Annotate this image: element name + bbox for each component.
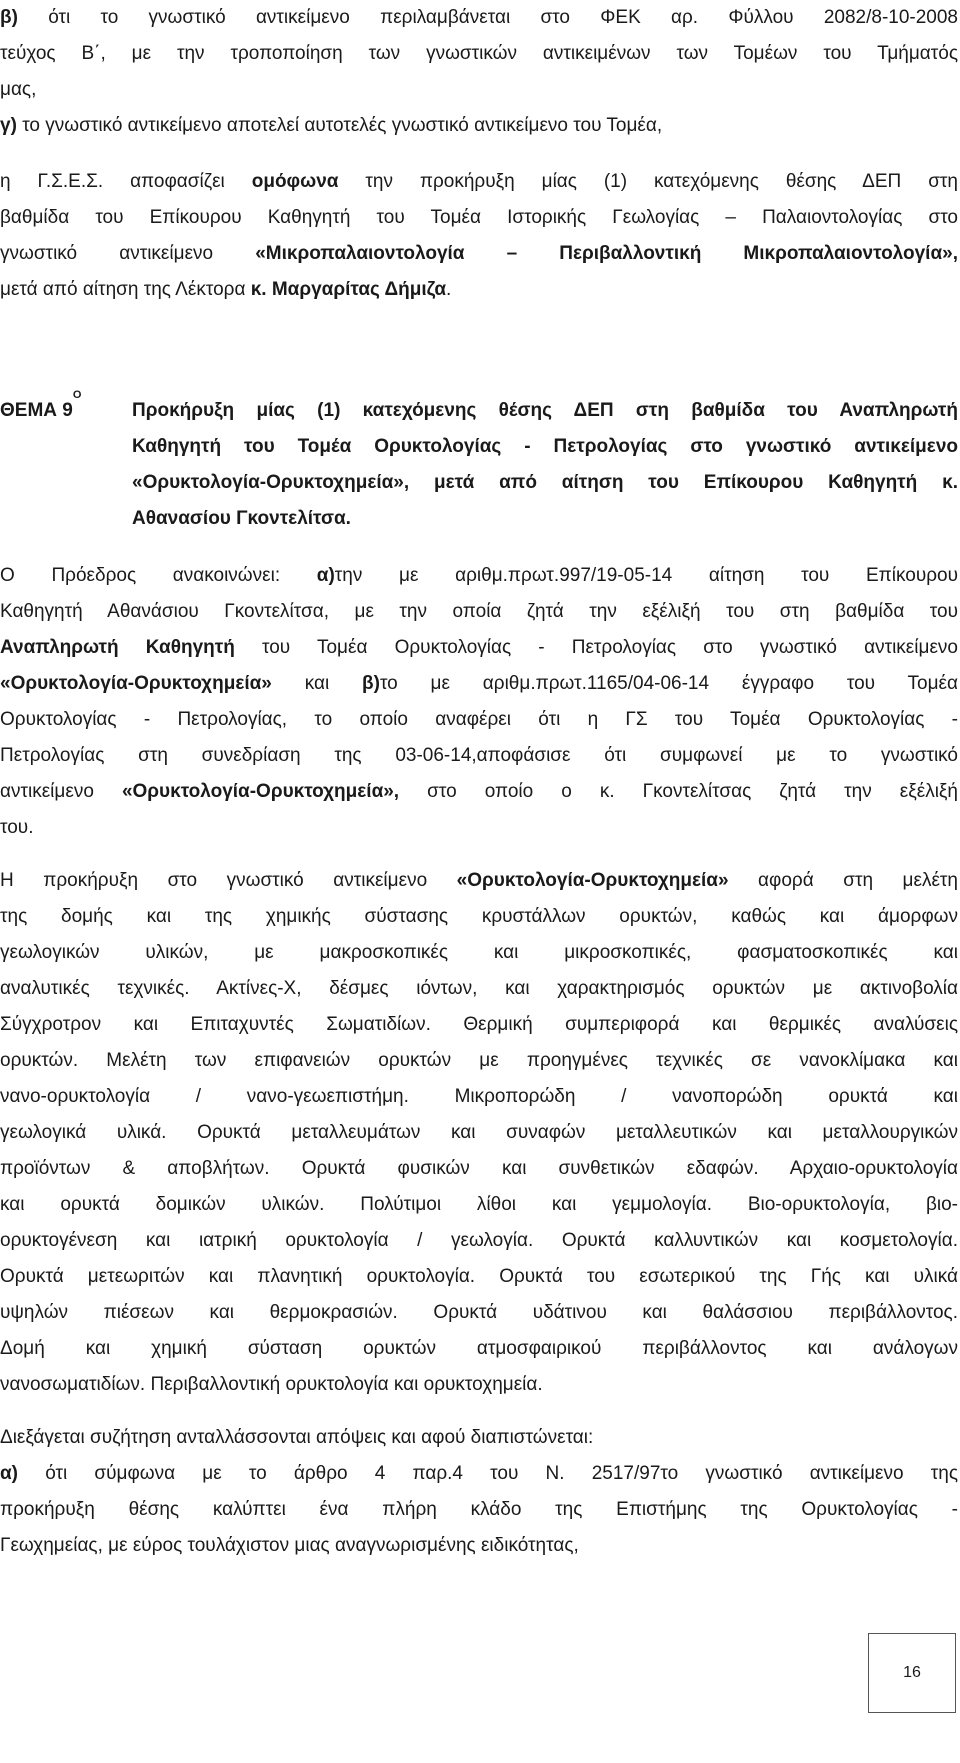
paragraph-line: γεωλογικά υλικά. Ορυκτά μεταλλευμάτων και συναφών μεταλλευτικών και μεταλλουργικών — [0, 1122, 958, 1143]
paragraph-line: του. — [0, 817, 34, 838]
paragraph-line: Ορυκτά μετεωριτών και πλανητική ορυκτολογία. Ορυκτά του εσωτερικού της Γής και υλικά — [0, 1266, 958, 1287]
paragraph-line: νανοσωματιδίων. Περιβαλλοντική ορυκτολογία και ορυκτοχημεία. — [0, 1374, 543, 1395]
paragraph-line: Πετρολογίας στη συνεδρίαση της 03-06-14,αποφάσισε ότι συμφωνεί με το γνωστικό — [0, 745, 958, 766]
paragraph-line: της δομής και της χημικής σύστασης κρυστάλλων ορυκτών, καθώς και άμορφων — [0, 906, 958, 927]
paragraph-line: προκήρυξη θέσης καλύπτει ένα πλήρη κλάδο της Επιστήμης της Ορυκτολογίας - — [0, 1499, 958, 1520]
announcement-paragraph — [0, 558, 958, 846]
paragraph-line: Αναπληρωτή Καθηγητή του Τομέα Ορυκτολογίας - Πετρολογίας στο γνωστικό αντικείμενο — [0, 637, 958, 658]
item-marker: γ) — [0, 115, 17, 136]
paragraph-line: Καθηγητή Αθανάσιου Γκοντελίτσα, με την οποία ζητά την εξέλιξή του στη βαθμίδα του — [0, 601, 958, 622]
paragraph-line: αντικείμενο «Ορυκτολογία-Ορυκτοχημεία», στο οποίο ο κ. Γκοντελίτσας ζητά την εξέλιξή — [0, 781, 958, 802]
paragraph-line: Ορυκτολογίας - Πετρολογίας, το οποίο αναφέρει ότι η ΓΣ του Τομέα Ορυκτολογίας - — [0, 709, 958, 730]
paragraph-line: Διεξάγεται συζήτηση ανταλλάσσονται απόψεις και αφού διαπιστώνεται: — [0, 1427, 594, 1448]
intro-line: β) ότι το γνωστικό αντικείμενο περιλαμβάνεται στο ΦΕΚ αρ. Φύλλου 2082/8-10-2008 — [0, 7, 958, 28]
theme-label: ΘΕΜΑ $9^O$ — [0, 389, 82, 421]
paragraph-line: προϊόντων & αποβλήτων. Ορυκτά φυσικών και συνθετικών εδαφών. Αρχαιο-ορυκτολογία — [0, 1158, 958, 1179]
page-number-box — [868, 1633, 956, 1713]
paragraph-line: και ορυκτά δομικών υλικών. Πολύτιμοι λίθοι και γεμμολογία. Βιο-ορυκτολογία, βιο- — [0, 1194, 958, 1215]
page-number: 16 — [903, 1664, 921, 1681]
paragraph-line: αναλυτικές τεχνικές. Ακτίνες-Χ, δέσμες ιόντων, και χαρακτηρισμός ορυκτών με ακτινοβολία — [0, 978, 958, 999]
paragraph-line: Γεωχημείας, με εύρος τουλάχιστον μιας αναγνωρισμένης ειδικότητας, — [0, 1535, 579, 1556]
paragraph-line: γνωστικό αντικείμενο «Μικροπαλαιοντολογία – Περιβαλλοντική Μικροπαλαιοντολογία», — [0, 243, 958, 264]
intro-line: μας, — [0, 79, 37, 100]
intro-line: τεύχος Β΄, με την τροποποίηση των γνωστικών αντικειμένων των Τομέων του Τμήματός — [0, 43, 958, 64]
decision-paragraph — [0, 164, 958, 308]
paragraph-line: γεωλογικών υλικών, με μακροσκοπικές και μικροσκοπικές, φασματοσκοπικές και — [0, 942, 958, 963]
paragraph-line: υψηλών πιέσεων και θερμοκρασιών. Ορυκτά υδάτινου και θαλάσσιου περιβάλλοντος. — [0, 1302, 958, 1323]
item-marker: β) — [0, 7, 18, 28]
theme-9-heading — [0, 389, 958, 543]
discussion-paragraph — [0, 1420, 958, 1564]
paragraph-line: Η προκήρυξη στο γνωστικό αντικείμενο «Ορυκτολογία-Ορυκτοχημεία» αφορά στη μελέτη — [0, 870, 958, 891]
theme-title: Προκήρυξη μίας (1) κατεχόμενης θέσης ΔΕΠ στη βαθμίδα του Αναπληρωτή Καθηγητή του Τομέα Ορυκτολογίας - Πετρολογίας στο γνωστικό αντικείμενο «Ορυκτολογία-Ορυκτοχημεία», μετά από αίτηση του Επίκουρου Καθηγητή κ. Αθανασίου Γκοντελίτσα. — [132, 400, 958, 529]
scope-paragraph — [0, 863, 958, 1403]
paragraph-line: ορυκτών. Μελέτη των επιφανειών ορυκτών με προηγμένες τεχνικές σε νανοκλίμακα και — [0, 1050, 958, 1071]
paragraph-line: ορυκτογένεση και ιατρική ορυκτολογία / γεωλογία. Ορυκτά καλλυντικών και κοσμετολογία. — [0, 1230, 958, 1251]
paragraph-line: α) ότι σύμφωνα με το άρθρο 4 παρ.4 του Ν. 2517/97το γνωστικό αντικείμενο της — [0, 1463, 958, 1484]
paragraph-line: μετά από αίτηση της Λέκτορα κ. Μαργαρίτας Δήμιζα. — [0, 279, 452, 300]
intro-items — [0, 0, 958, 144]
intro-line: γ) το γνωστικό αντικείμενο αποτελεί αυτοτελές γνωστικό αντικείμενο του Τομέα, — [0, 115, 663, 136]
paragraph-line: η Γ.Σ.Ε.Σ. αποφασίζει ομόφωνα την προκήρυξη μίας (1) κατεχόμενης θέσης ΔΕΠ στη — [0, 171, 958, 192]
paragraph-line: Ο Πρόεδρος ανακοινώνει: α)την με αριθμ.πρωτ.997/19-05-14 αίτηση του Επίκουρου — [0, 565, 958, 586]
paragraph-line: «Ορυκτολογία-Ορυκτοχημεία» και β)το με αριθμ.πρωτ.1165/04-06-14 έγγραφο του Τομέα — [0, 673, 959, 694]
paragraph-line: νανο-ορυκτολογία / νανο-γεωεπιστήμη. Μικροπορώδη / νανοπορώδη ορυκτά και — [0, 1086, 958, 1107]
paragraph-line: Δομή και χημική σύσταση ορυκτών ατμοσφαιρικού περιβάλλοντος και ανάλογων — [0, 1338, 958, 1359]
paragraph-line: βαθμίδα του Επίκουρου Καθηγητή του Τομέα Ιστορικής Γεωλογίας – Παλαιοντολογίας στο — [0, 207, 958, 228]
paragraph-line: Σύγχροτρον και Επιταχυντές Σωματιδίων. Θερμική συμπεριφορά και θερμικές αναλύσεις — [0, 1014, 958, 1035]
